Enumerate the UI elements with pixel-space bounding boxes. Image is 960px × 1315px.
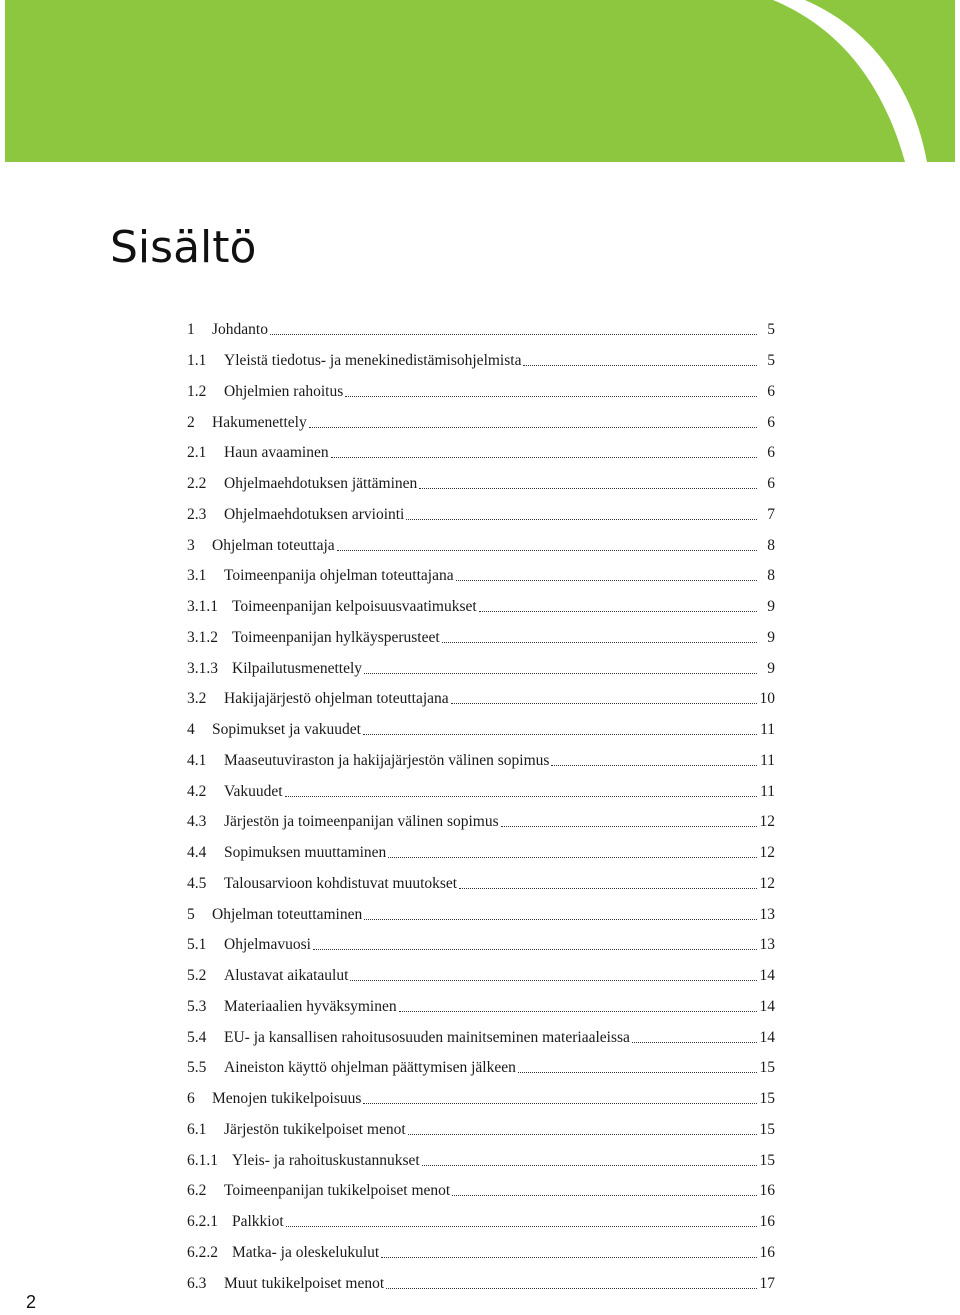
toc-entry-page: 7 bbox=[767, 505, 775, 523]
toc-leader-dots bbox=[350, 979, 757, 981]
toc-entry-page: 15 bbox=[759, 1151, 775, 1169]
toc-entry-title: Yleistä tiedotus- ja menekinedistämisohjelmista bbox=[224, 352, 522, 370]
toc-entry-page: 15 bbox=[759, 1090, 775, 1108]
toc-entry-number: 6.2.1 bbox=[187, 1213, 218, 1231]
toc-entry-title: Vakuudet bbox=[224, 782, 283, 800]
toc-entry-title: Johdanto bbox=[212, 321, 268, 339]
toc-entry[interactable] bbox=[187, 807, 775, 838]
toc-entry-title: Maaseutuviraston ja hakijajärjestön välinen sopimus bbox=[224, 751, 550, 769]
toc-entry[interactable] bbox=[187, 469, 775, 500]
table-of-contents bbox=[187, 315, 775, 1299]
toc-leader-dots bbox=[270, 333, 757, 335]
toc-entry-title: Ohjelmaehdotuksen jättäminen bbox=[224, 475, 418, 493]
toc-leader-dots bbox=[381, 1256, 757, 1258]
toc-leader-dots bbox=[456, 579, 757, 581]
toc-entry-number: 6 bbox=[187, 1090, 195, 1108]
toc-entry[interactable] bbox=[187, 715, 775, 746]
toc-leader-dots bbox=[406, 518, 757, 520]
toc-entry-page: 5 bbox=[767, 352, 775, 370]
toc-entry-number: 4.3 bbox=[187, 813, 207, 831]
toc-leader-dots bbox=[459, 887, 757, 889]
toc-leader-dots bbox=[285, 795, 757, 797]
toc-entry-title: Menojen tukikelpoisuus bbox=[212, 1090, 362, 1108]
toc-entry-title: Sopimuksen muuttaminen bbox=[224, 844, 387, 862]
toc-entry-page: 15 bbox=[759, 1120, 775, 1138]
toc-entry-page: 6 bbox=[767, 475, 775, 493]
toc-entry-title: Hakijajärjestö ohjelman toteuttajana bbox=[224, 690, 449, 708]
toc-entry-number: 4.4 bbox=[187, 844, 207, 862]
toc-entry-page: 17 bbox=[759, 1274, 775, 1292]
toc-leader-dots bbox=[363, 733, 757, 735]
toc-leader-dots bbox=[363, 1102, 757, 1104]
toc-entry-number: 5.2 bbox=[187, 967, 207, 985]
toc-entry-number: 6.1.1 bbox=[187, 1151, 218, 1169]
toc-entry-page: 14 bbox=[759, 1028, 775, 1046]
toc-entry[interactable] bbox=[187, 992, 775, 1023]
toc-entry-number: 5 bbox=[187, 905, 195, 923]
toc-entry[interactable] bbox=[187, 1084, 775, 1115]
toc-entry-title: Sopimukset ja vakuudet bbox=[212, 721, 361, 739]
toc-entry-page: 6 bbox=[767, 444, 775, 462]
toc-entry-number: 2 bbox=[187, 413, 195, 431]
toc-entry-title: Ohjelmien rahoitus bbox=[224, 382, 344, 400]
toc-leader-dots bbox=[408, 1133, 757, 1135]
toc-entry-number: 3.1.1 bbox=[187, 598, 218, 616]
toc-entry-page: 6 bbox=[767, 413, 775, 431]
toc-entry-page: 6 bbox=[767, 382, 775, 400]
toc-entry-page: 11 bbox=[760, 751, 775, 769]
toc-entry-number: 3 bbox=[187, 536, 195, 554]
toc-leader-dots bbox=[313, 948, 757, 950]
toc-leader-dots bbox=[386, 1287, 757, 1289]
toc-leader-dots bbox=[518, 1071, 757, 1073]
toc-entry-title: Hakumenettely bbox=[212, 413, 307, 431]
toc-leader-dots bbox=[523, 364, 757, 366]
toc-leader-dots bbox=[364, 918, 757, 920]
toc-entry-page: 9 bbox=[767, 659, 775, 677]
toc-entry-page: 12 bbox=[759, 874, 775, 892]
page-title: Sisältö bbox=[110, 222, 257, 273]
toc-entry[interactable] bbox=[187, 869, 775, 900]
toc-entry-page: 12 bbox=[759, 813, 775, 831]
toc-leader-dots bbox=[451, 702, 757, 704]
toc-entry-title: Toimeenpanijan tukikelpoiset menot bbox=[224, 1182, 451, 1200]
toc-entry-page: 9 bbox=[767, 628, 775, 646]
toc-entry-number: 2.2 bbox=[187, 475, 207, 493]
toc-entry[interactable] bbox=[187, 315, 775, 346]
toc-entry-number: 4 bbox=[187, 721, 195, 739]
toc-entry-title: Yleis- ja rahoituskustannukset bbox=[232, 1151, 420, 1169]
toc-leader-dots bbox=[399, 1010, 757, 1012]
toc-entry-number: 1.1 bbox=[187, 352, 207, 370]
toc-leader-dots bbox=[331, 456, 757, 458]
toc-entry-title: Ohjelmaehdotuksen arviointi bbox=[224, 505, 405, 523]
toc-leader-dots bbox=[501, 825, 757, 827]
toc-entry-number: 6.2.2 bbox=[187, 1243, 218, 1261]
toc-entry-title: Järjestön ja toimeenpanijan välinen sopimus bbox=[224, 813, 499, 831]
toc-entry-number: 2.1 bbox=[187, 444, 207, 462]
toc-leader-dots bbox=[452, 1194, 757, 1196]
toc-entry-page: 11 bbox=[760, 782, 775, 800]
toc-entry[interactable] bbox=[187, 500, 775, 531]
toc-entry-title: Toimeenpanijan kelpoisuusvaatimukset bbox=[232, 598, 477, 616]
toc-entry[interactable] bbox=[187, 1053, 775, 1084]
toc-entry[interactable] bbox=[187, 684, 775, 715]
toc-entry[interactable] bbox=[187, 1115, 775, 1146]
toc-entry[interactable] bbox=[187, 530, 775, 561]
leaf-decoration-icon bbox=[5, 0, 955, 162]
toc-entry-page: 16 bbox=[759, 1243, 775, 1261]
toc-entry-number: 1.2 bbox=[187, 382, 207, 400]
toc-entry-title: Ohjelman toteuttaminen bbox=[212, 905, 363, 923]
toc-entry-number: 5.1 bbox=[187, 936, 207, 954]
toc-entry-number: 5.3 bbox=[187, 997, 207, 1015]
toc-leader-dots bbox=[364, 672, 757, 674]
toc-entry-title: Palkkiot bbox=[232, 1213, 284, 1231]
toc-leader-dots bbox=[309, 426, 757, 428]
toc-entry[interactable] bbox=[187, 1207, 775, 1238]
page-number: 2 bbox=[26, 1292, 37, 1312]
toc-entry[interactable] bbox=[187, 346, 775, 377]
toc-entry-number: 4.5 bbox=[187, 874, 207, 892]
toc-entry-title: Talousarvioon kohdistuvat muutokset bbox=[224, 874, 458, 892]
toc-entry[interactable] bbox=[187, 561, 775, 592]
toc-leader-dots bbox=[337, 549, 757, 551]
toc-entry[interactable] bbox=[187, 838, 775, 869]
toc-entry-number: 3.1.2 bbox=[187, 628, 218, 646]
toc-entry[interactable] bbox=[187, 438, 775, 469]
toc-leader-dots bbox=[286, 1225, 757, 1227]
toc-entry-number: 4.2 bbox=[187, 782, 207, 800]
toc-leader-dots bbox=[442, 641, 757, 643]
header-banner bbox=[5, 0, 955, 162]
toc-entry[interactable] bbox=[187, 623, 775, 654]
toc-entry-page: 10 bbox=[759, 690, 775, 708]
toc-entry-title: Järjestön tukikelpoiset menot bbox=[224, 1120, 406, 1138]
toc-entry[interactable] bbox=[187, 592, 775, 623]
toc-entry-title: Kilpailutusmenettely bbox=[232, 659, 363, 677]
toc-entry-number: 6.1 bbox=[187, 1120, 207, 1138]
toc-entry-page: 8 bbox=[767, 536, 775, 554]
toc-entry-title: Alustavat aikataulut bbox=[224, 967, 349, 985]
toc-entry-title: Ohjelmavuosi bbox=[224, 936, 311, 954]
toc-entry-number: 3.2 bbox=[187, 690, 207, 708]
toc-entry-title: Toimeenpanijan hylkäysperusteet bbox=[232, 628, 440, 646]
toc-entry-title: Aineiston käyttö ohjelman päättymisen jälkeen bbox=[224, 1059, 516, 1077]
toc-leader-dots bbox=[388, 856, 757, 858]
toc-entry-title: Matka- ja oleskelukulut bbox=[232, 1243, 380, 1261]
toc-entry[interactable] bbox=[187, 1268, 775, 1299]
toc-entry-title: Ohjelman toteuttaja bbox=[212, 536, 335, 554]
toc-entry[interactable] bbox=[187, 1145, 775, 1176]
toc-entry-number: 2.3 bbox=[187, 505, 207, 523]
toc-entry-page: 5 bbox=[767, 321, 775, 339]
toc-entry[interactable] bbox=[187, 1238, 775, 1269]
toc-entry-title: Materiaalien hyväksyminen bbox=[224, 997, 397, 1015]
toc-entry-page: 13 bbox=[759, 936, 775, 954]
toc-entry-page: 16 bbox=[759, 1213, 775, 1231]
toc-entry-page: 14 bbox=[759, 997, 775, 1015]
toc-entry-title: Toimeenpanija ohjelman toteuttajana bbox=[224, 567, 454, 585]
toc-entry-number: 3.1 bbox=[187, 567, 207, 585]
toc-entry-page: 15 bbox=[759, 1059, 775, 1077]
toc-entry-number: 6.3 bbox=[187, 1274, 207, 1292]
toc-leader-dots bbox=[479, 610, 757, 612]
toc-entry-page: 11 bbox=[760, 721, 775, 739]
toc-leader-dots bbox=[345, 395, 757, 397]
toc-entry-page: 16 bbox=[759, 1182, 775, 1200]
toc-leader-dots bbox=[419, 487, 757, 489]
toc-entry[interactable] bbox=[187, 377, 775, 408]
toc-leader-dots bbox=[551, 764, 757, 766]
toc-entry-number: 6.2 bbox=[187, 1182, 207, 1200]
toc-entry-number: 4.1 bbox=[187, 751, 207, 769]
toc-entry-page: 8 bbox=[767, 567, 775, 585]
toc-entry-title: Haun avaaminen bbox=[224, 444, 329, 462]
toc-entry[interactable] bbox=[187, 930, 775, 961]
toc-entry[interactable] bbox=[187, 776, 775, 807]
toc-entry[interactable] bbox=[187, 1176, 775, 1207]
toc-entry-page: 9 bbox=[767, 598, 775, 616]
toc-entry[interactable] bbox=[187, 407, 775, 438]
toc-entry[interactable] bbox=[187, 746, 775, 777]
toc-leader-dots bbox=[632, 1041, 757, 1043]
toc-entry[interactable] bbox=[187, 1022, 775, 1053]
toc-entry-number: 3.1.3 bbox=[187, 659, 218, 677]
toc-entry-number: 1 bbox=[187, 321, 195, 339]
toc-entry-page: 13 bbox=[759, 905, 775, 923]
toc-entry-title: Muut tukikelpoiset menot bbox=[224, 1274, 385, 1292]
toc-entry-number: 5.5 bbox=[187, 1059, 207, 1077]
toc-entry-page: 14 bbox=[759, 967, 775, 985]
toc-entry[interactable] bbox=[187, 899, 775, 930]
toc-entry-page: 12 bbox=[759, 844, 775, 862]
toc-entry[interactable] bbox=[187, 961, 775, 992]
toc-entry[interactable] bbox=[187, 653, 775, 684]
toc-leader-dots bbox=[422, 1164, 757, 1166]
toc-entry-number: 5.4 bbox=[187, 1028, 207, 1046]
toc-entry-title: EU- ja kansallisen rahoitusosuuden mainitseminen materiaaleissa bbox=[224, 1028, 630, 1046]
